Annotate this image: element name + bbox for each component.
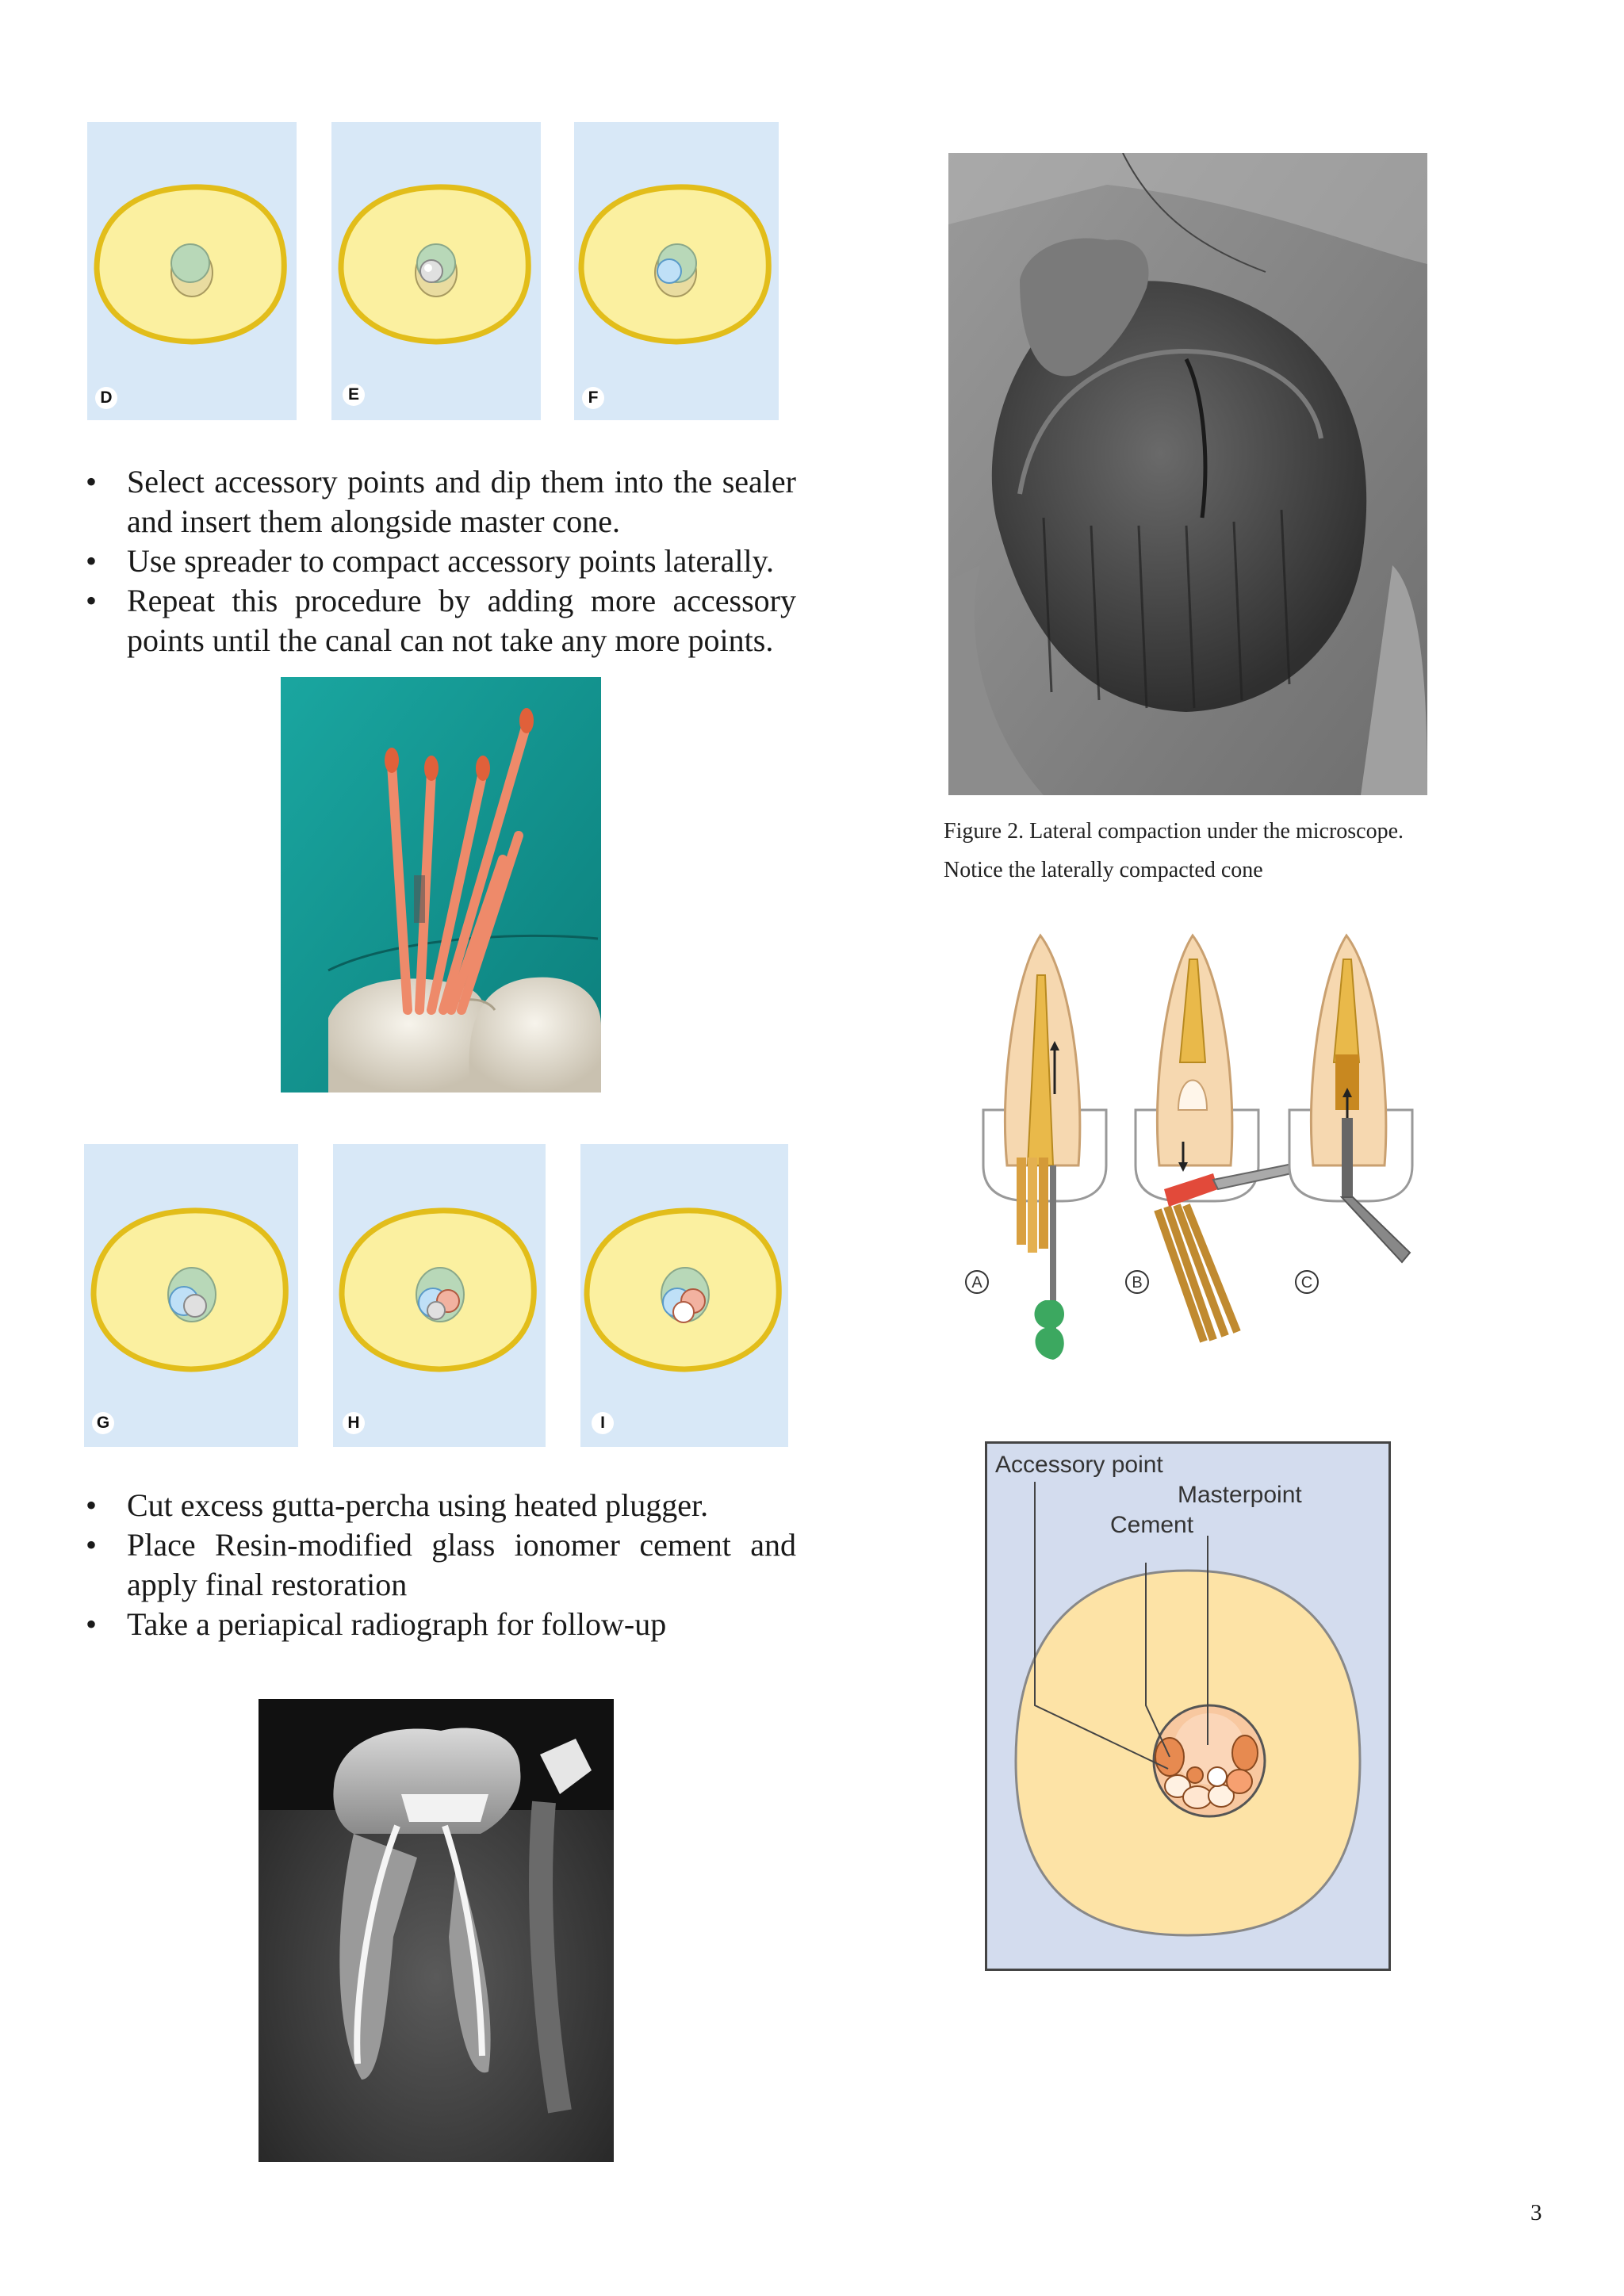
figure-2-caption-line-1: Figure 2. Lateral compaction under the microscope.: [944, 819, 1404, 844]
panel-label-i: I: [592, 1412, 614, 1434]
tooth-c: [1289, 936, 1412, 1262]
obturation-cross-section-schematic: [985, 1441, 1391, 1971]
cross-section-panel-i: [580, 1144, 788, 1447]
bullet: •: [85, 1487, 97, 1523]
root-cross-section-illustration: [331, 122, 541, 420]
clinical-photo-gutta-percha-points: [281, 677, 601, 1093]
cross-section-panel-e: [331, 122, 541, 420]
label-masterpoint: Masterpoint: [1178, 1482, 1302, 1508]
root-cross-section-illustration: [84, 1144, 298, 1447]
step-label-b: B: [1132, 1274, 1143, 1292]
bullet: •: [85, 1527, 97, 1563]
figure-2-caption: [944, 812, 1610, 890]
panel-label-d: D: [95, 387, 117, 409]
list-item: • Take a periapical radiograph for follow-up: [79, 1605, 796, 1644]
list-item: • Cut excess gutta-percha using heated plugger.: [79, 1486, 796, 1525]
figure-2-caption-line-2: Notice the laterally compacted cone: [944, 858, 1263, 882]
cross-section-panel-g: [84, 1144, 298, 1447]
list-item: • Repeat this procedure by adding more accessory points until the canal can not take any more points.: [79, 581, 796, 660]
procedure-steps-list-2: [79, 1486, 796, 1644]
label-accessory-point: Accessory point: [995, 1452, 1163, 1478]
bullet: •: [85, 583, 97, 618]
list-item: • Place Resin-modified glass ionomer cement and apply final restoration: [79, 1525, 796, 1605]
tooth-a: [983, 936, 1106, 1360]
panel-label-h: H: [343, 1412, 365, 1434]
list-item: • Use spreader to compact accessory points laterally.: [79, 541, 796, 581]
tooth-obturation-steps-illustration: [952, 928, 1427, 1372]
bullet: •: [85, 543, 97, 579]
panel-label-e: E: [343, 384, 365, 406]
root-cross-section-illustration: [574, 122, 779, 420]
panel-label-f: F: [582, 387, 604, 409]
root-cross-section-illustration: [333, 1144, 546, 1447]
list-item: • Select accessory points and dip them into the sealer and insert them alongside master cone.: [79, 462, 796, 541]
cross-section-panel-h: [333, 1144, 546, 1447]
cross-section-panel-f: [574, 122, 779, 420]
root-cross-section-illustration: [87, 122, 297, 420]
bullet: •: [85, 1606, 97, 1642]
step-label-c: C: [1300, 1274, 1313, 1292]
root-cross-section-illustration: [580, 1144, 788, 1447]
cross-section-panel-d: [87, 122, 297, 420]
bullet: •: [85, 464, 97, 499]
sem-microscope-image: [948, 153, 1427, 795]
page-number: 3: [1530, 2200, 1542, 2225]
procedure-steps-list-1: [79, 462, 796, 660]
label-cement: Cement: [1110, 1512, 1194, 1538]
panel-label-g: G: [92, 1412, 114, 1434]
step-label-a: A: [971, 1274, 982, 1292]
periapical-radiograph: [259, 1699, 614, 2162]
